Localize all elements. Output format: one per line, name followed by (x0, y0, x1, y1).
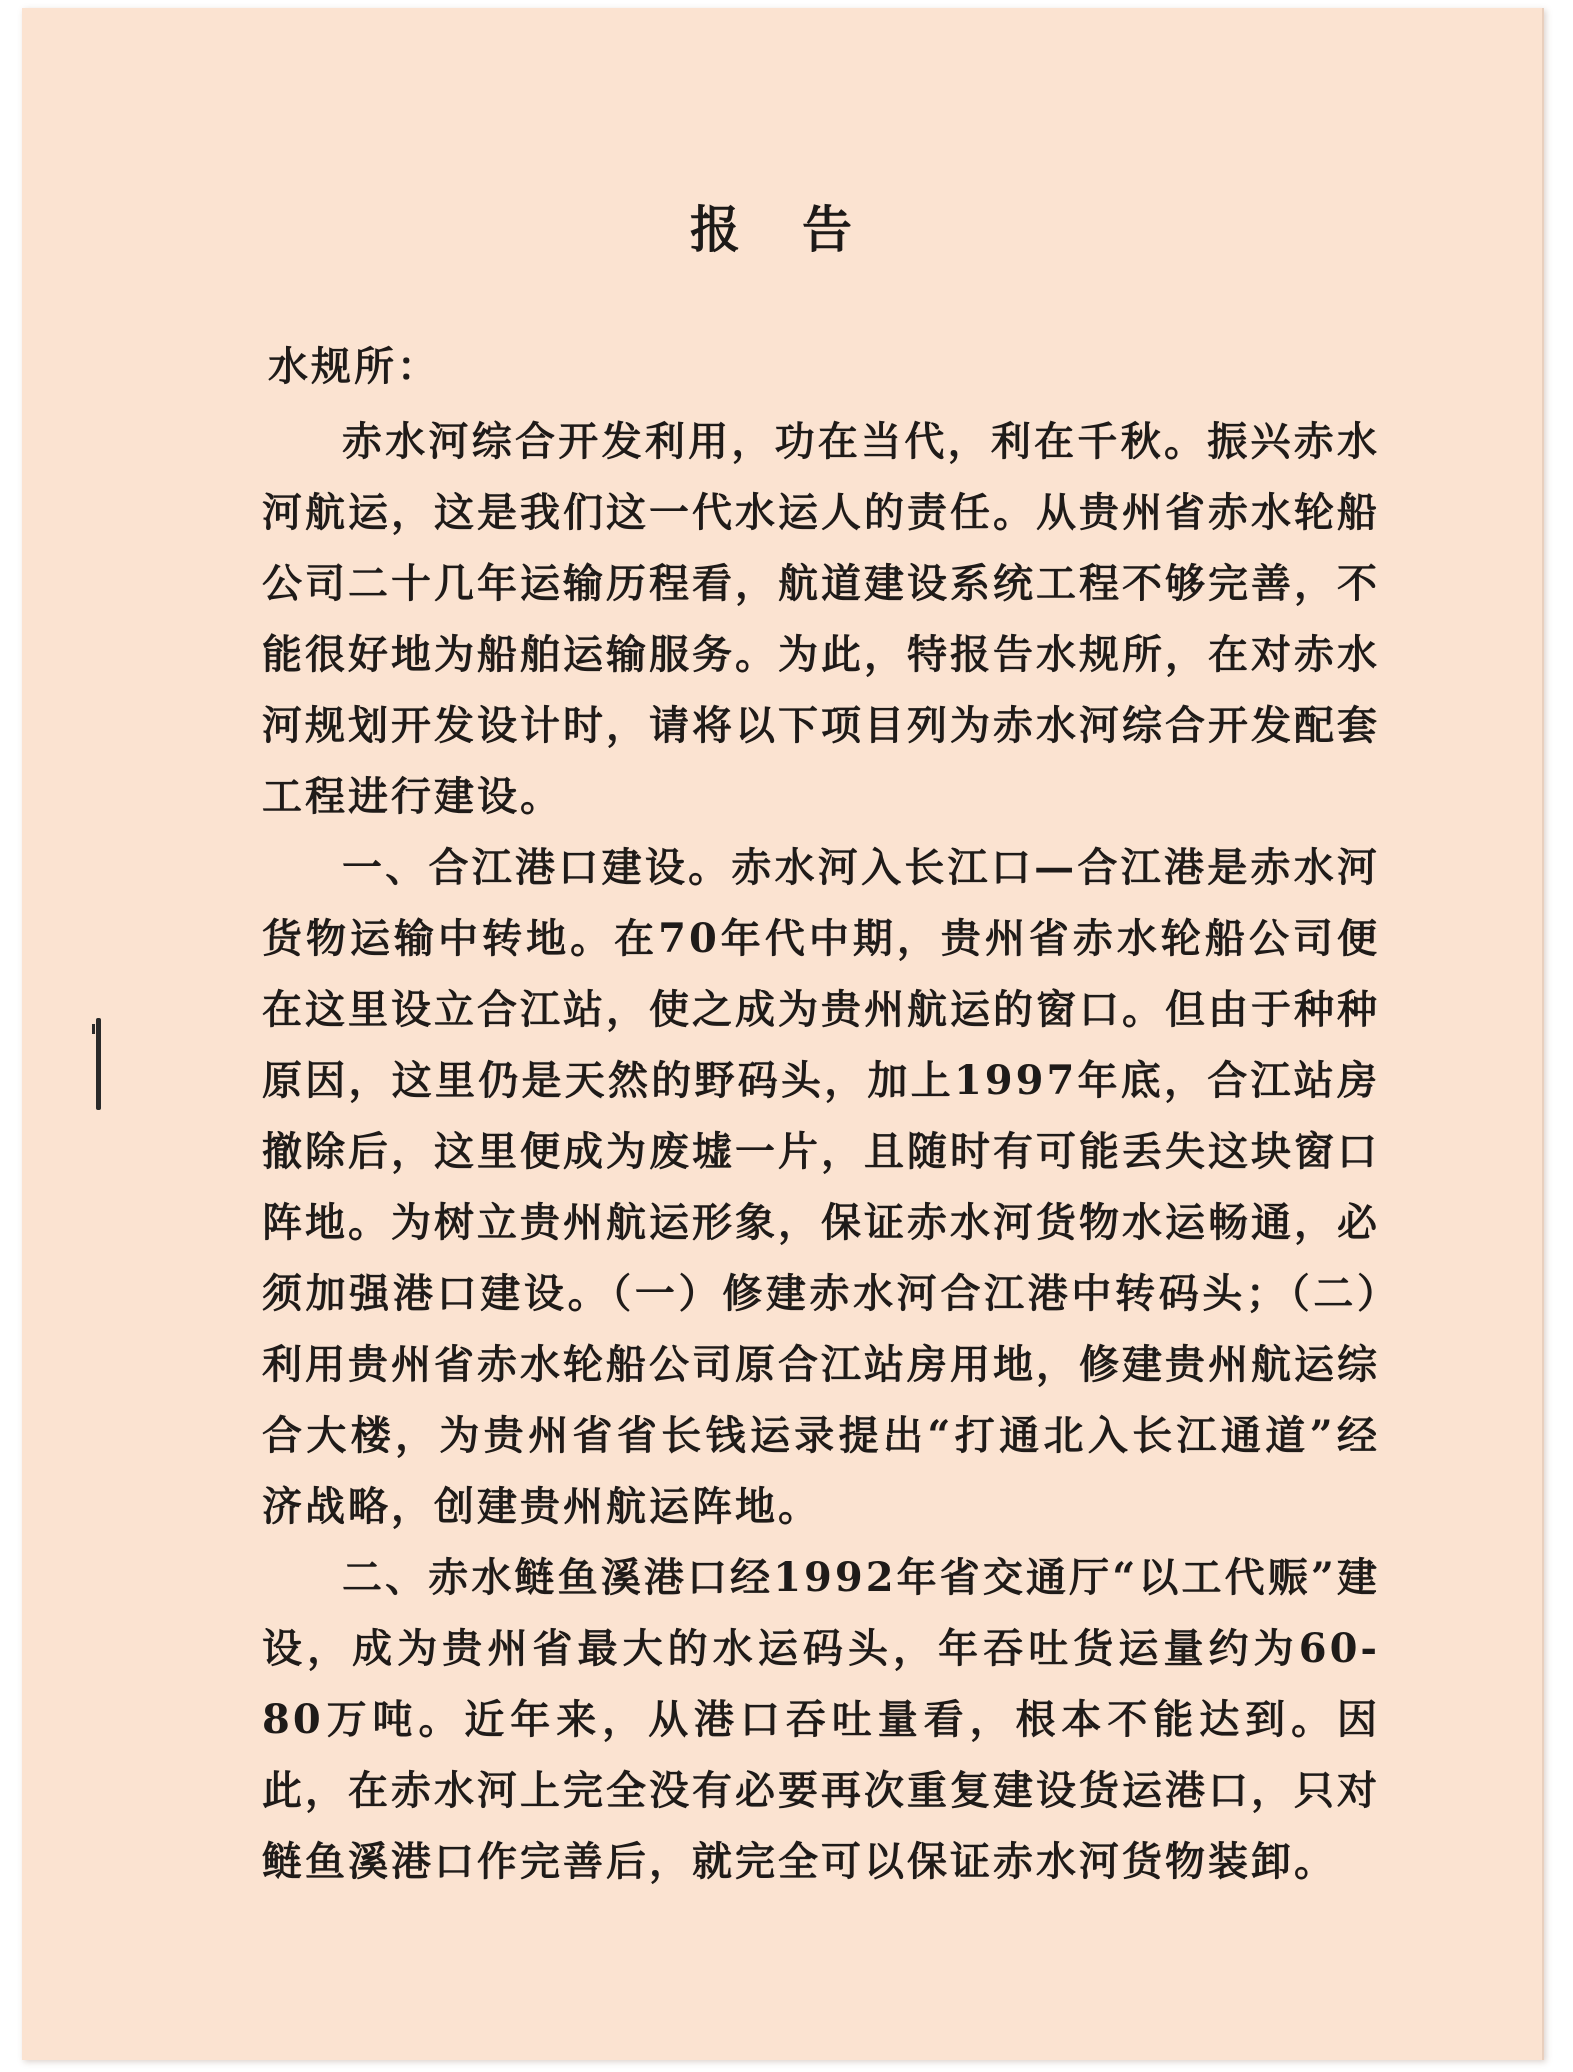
paragraph-intro: 赤水河综合开发利用，功在当代，利在千秋。振兴赤水河航运，这是我们这一代水运人的责任。从贵州省赤水轮船公司二十几年运输历程看，航道建设系统工程不够完善，不能很好地为船舶运输服务。为此，特报告水规所，在对赤水河规划开发设计时，请将以下项目列为赤水河综合开发配套工程进行建设。 (262, 418, 1380, 820)
paragraph-item-2: 二、赤水鲢鱼溪港口经1992年省交通厅“以工代赈”建设，成为贵州省最大的水运码头，年吞吐货运量约为60-80万吨。近年来，从港口吞吐量看，根本不能达到。因此，在赤水河上完全没有必要再次重复建设货运港口，只对鲢鱼溪港口作完善后，就完全可以保证赤水河货物装卸。 (262, 1554, 1380, 1885)
document-body (262, 406, 1380, 1897)
staple (96, 1018, 101, 1110)
document-title: 报告 (690, 200, 914, 259)
staple-mark (92, 1024, 95, 1034)
paragraph-item-1: 一、合江港口建设。赤水河入长江口—合江港是赤水河货物运输中转地。在70年代中期，贵州省赤水轮船公司便在这里设立合江站，使之成为贵州航运的窗口。但由于种种原因，这里仍是天然的野码头，加上1997年底，合江站房撤除后，这里便成为废墟一片，且随时有可能丢失这块窗口阵地。为树立贵州航运形象，保证赤水河货物水运畅通，必须加强港口建设。（一）修建赤水河合江港中转码头；（二）利用贵州省赤水轮船公司原合江站房用地，修建贵州航运综合大楼，为贵州省省长钱运录提出“打通北入长江通道”经济战略，创建贵州航运阵地。 (262, 844, 1380, 1530)
addressee: 水规所： (268, 343, 440, 390)
